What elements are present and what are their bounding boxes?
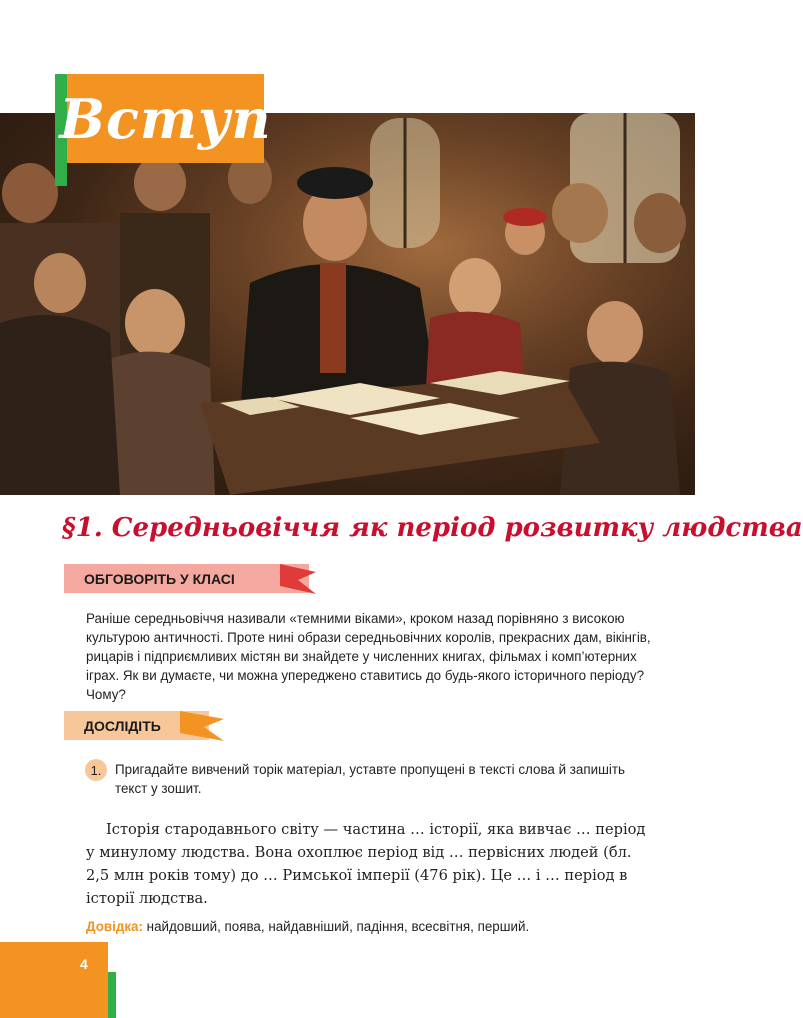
task-number: 1. <box>85 759 107 781</box>
chapter-title-box <box>59 74 272 163</box>
page-green-accent <box>108 972 116 1018</box>
discuss-tag-label: ОБГОВОРІТЬ У КЛАСІ <box>84 570 235 587</box>
hero-illustration <box>0 113 695 495</box>
discuss-flag-icon <box>280 564 316 602</box>
page-number: 4 <box>80 956 88 972</box>
discuss-text: Раніше середньовіччя називали «темними віками», кроком назад порівняно з високою культурою античності. Проте нині образи середньовічних королів, прекрасних дам, вікінгів, рицарів і підприємливих містян ви знайдете у численних книгах, фільмах і комп’ютерних іграх. Як ви думаєте, чи можна упереджено ставитись до будь-якого історичного періоду? Чому? <box>86 611 651 702</box>
task-text: Пригадайте вивчений торік матеріал, уставте пропущені в тексті слова й запишіть текст у зошит. <box>115 762 625 796</box>
page-number-box <box>0 942 108 1018</box>
discuss-tag <box>64 564 309 593</box>
fill-in-text: Історія стародавнього світу — частина … історії, яка вивчає … період у минулому людства. Вона охоплює період від … первісних людей (бл. 2,5 млн років тому) до … Римської імперії (476 рік). Це … і … період в історії людства. <box>86 821 646 907</box>
reference-words: найдовший, поява, найдавніший, падіння, всесвітня, перший. <box>142 919 530 934</box>
reference-label: Довідка: <box>86 919 143 934</box>
explore-flag-icon <box>180 711 224 749</box>
explore-tag-label: ДОСЛІДІТЬ <box>84 717 161 734</box>
reference-line <box>86 919 656 934</box>
chapter-title: Вступ <box>59 86 272 151</box>
section-title: §1. Середньовіччя як період розвитку людства <box>62 513 803 543</box>
medieval-classroom-image <box>0 113 695 495</box>
